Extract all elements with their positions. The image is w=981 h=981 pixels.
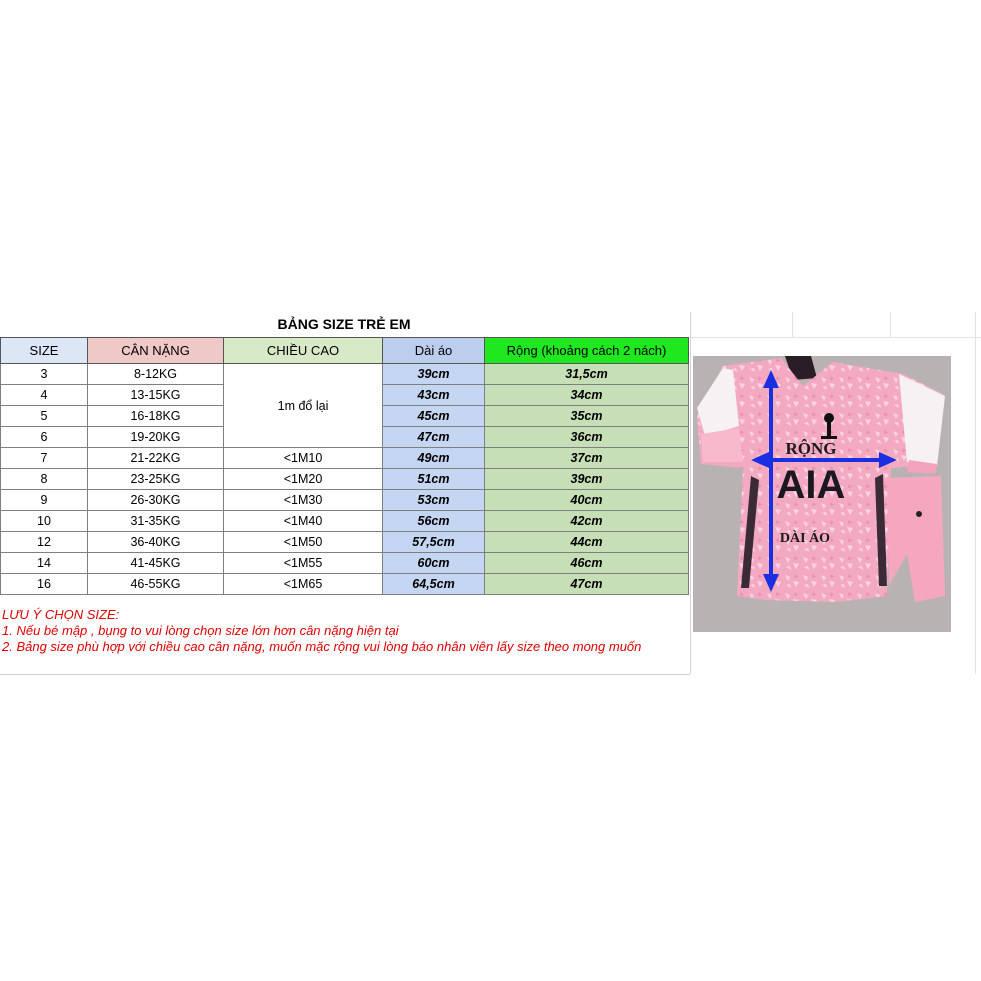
cell-size: 12 — [1, 532, 88, 553]
cell-height: <1M65 — [224, 574, 383, 595]
cell-width: 34cm — [485, 385, 689, 406]
cell-weight: 36-40KG — [88, 532, 224, 553]
cell-length: 45cm — [383, 406, 485, 427]
header-size: SIZE — [1, 338, 88, 364]
table-row — [1, 574, 689, 595]
cell-weight: 13-15KG — [88, 385, 224, 406]
gridline — [975, 312, 976, 674]
size-table — [0, 337, 689, 595]
cell-weight: 16-18KG — [88, 406, 224, 427]
cell-width: 42cm — [485, 511, 689, 532]
cell-size: 10 — [1, 511, 88, 532]
cell-length: 57,5cm — [383, 532, 485, 553]
cell-size: 7 — [1, 448, 88, 469]
cell-height: <1M55 — [224, 553, 383, 574]
cell-length: 49cm — [383, 448, 485, 469]
cell-size: 8 — [1, 469, 88, 490]
length-label: DÀI ÁO — [779, 531, 831, 546]
cell-height: <1M50 — [224, 532, 383, 553]
notes-line-1: 1. Nếu bé mập , bụng to vui lòng chọn size lớn hơn cân nặng hiện tại — [2, 623, 399, 638]
cell-weight: 8-12KG — [88, 364, 224, 385]
cell-height: <1M40 — [224, 511, 383, 532]
cell-height: <1M30 — [224, 490, 383, 511]
cell-size: 16 — [1, 574, 88, 595]
notes-heading: LƯU Ý CHỌN SIZE: — [2, 607, 120, 622]
cell-size: 4 — [1, 385, 88, 406]
header-height: CHIỀU CAO — [224, 338, 383, 364]
cell-length: 53cm — [383, 490, 485, 511]
size-notes — [2, 607, 692, 655]
table-row — [1, 532, 689, 553]
header-width: Rộng (khoảng cách 2 nách) — [485, 338, 689, 364]
gridline — [690, 337, 981, 338]
cell-width: 40cm — [485, 490, 689, 511]
width-label: RỘNG — [785, 439, 837, 458]
cell-length: 43cm — [383, 385, 485, 406]
sponsor-text: AIA — [776, 463, 846, 507]
cell-size: 9 — [1, 490, 88, 511]
header-weight: CÂN NẶNG — [88, 338, 224, 364]
cell-width: 39cm — [485, 469, 689, 490]
gridline — [0, 674, 690, 675]
cell-size: 14 — [1, 553, 88, 574]
table-row — [1, 511, 689, 532]
table-header-row — [1, 338, 689, 364]
cell-weight: 31-35KG — [88, 511, 224, 532]
cell-width: 35cm — [485, 406, 689, 427]
cell-weight: 21-22KG — [88, 448, 224, 469]
cell-weight: 23-25KG — [88, 469, 224, 490]
jersey-photo — [693, 356, 951, 632]
cell-width: 31,5cm — [485, 364, 689, 385]
cell-weight: 26-30KG — [88, 490, 224, 511]
gridline — [890, 312, 891, 338]
notes-line-2: 2. Bảng size phù hợp với chiều cao cân nặng, muốn mặc rộng vui lòng báo nhân viên lấy size theo mong muốn — [2, 639, 642, 654]
cell-height: <1M10 — [224, 448, 383, 469]
table-row — [1, 448, 689, 469]
cell-height-merged: 1m đổ lại — [224, 364, 383, 448]
cell-weight: 41-45KG — [88, 553, 224, 574]
cell-weight: 46-55KG — [88, 574, 224, 595]
cell-length: 47cm — [383, 427, 485, 448]
cell-size: 5 — [1, 406, 88, 427]
cell-height: <1M20 — [224, 469, 383, 490]
cell-width: 36cm — [485, 427, 689, 448]
cell-width: 37cm — [485, 448, 689, 469]
table-row — [1, 469, 689, 490]
cell-length: 60cm — [383, 553, 485, 574]
cell-weight: 19-20KG — [88, 427, 224, 448]
cell-size: 3 — [1, 364, 88, 385]
table-row — [1, 490, 689, 511]
cell-length: 64,5cm — [383, 574, 485, 595]
cell-width: 44cm — [485, 532, 689, 553]
table-title: BẢNG SIZE TRẺ EM — [277, 316, 411, 332]
cell-length: 56cm — [383, 511, 485, 532]
cell-length: 51cm — [383, 469, 485, 490]
cell-size: 6 — [1, 427, 88, 448]
table-row — [1, 364, 689, 385]
cell-width: 47cm — [485, 574, 689, 595]
cell-length: 39cm — [383, 364, 485, 385]
gridline — [792, 312, 793, 338]
cell-width: 46cm — [485, 553, 689, 574]
table-row — [1, 553, 689, 574]
header-length: Dài áo — [383, 338, 485, 364]
